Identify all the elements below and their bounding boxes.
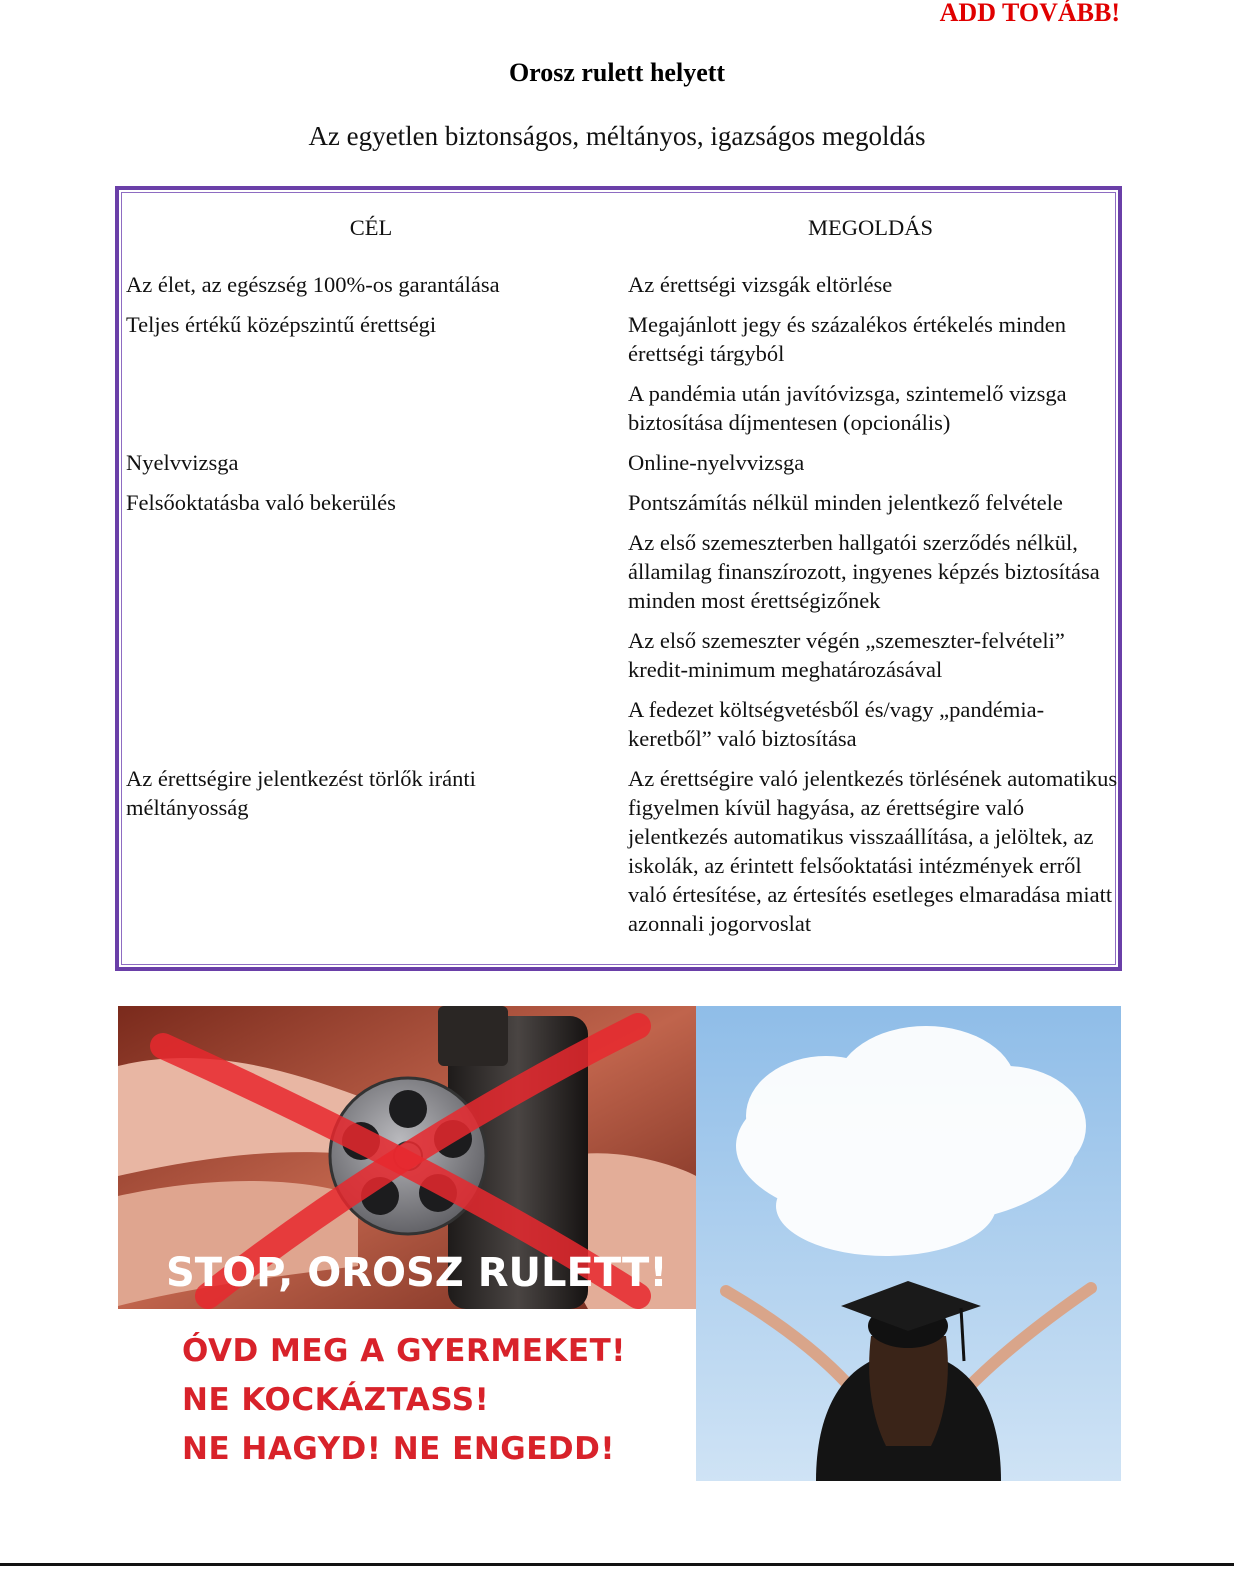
- goal-cell: Teljes értékű középszintű érettségi: [126, 312, 437, 337]
- slogan-line: NE KOCKÁZTASS!: [182, 1382, 490, 1418]
- page-subtitle: Az egyetlen biztonságos, méltányos, igazságos megoldás: [308, 121, 926, 151]
- slogan-line: NE HAGYD! NE ENGEDD!: [182, 1431, 615, 1467]
- goal-cell: Az élet, az egészség 100%-os garantálása: [126, 272, 500, 297]
- solution-cell: Online-nyelvvizsga: [628, 450, 805, 475]
- solution-cell: Az első szemeszterben hallgatói szerződés nélkül, államilag finanszírozott, ingyenes képzés biztosítása minden most érettségizőnek: [628, 530, 1100, 613]
- goal-cell: Nyelvvizsga: [126, 450, 239, 475]
- revolver-cylinder-illustration: [118, 1006, 696, 1309]
- poster-image: [118, 1006, 1121, 1481]
- page-title: Orosz rulett helyett: [508, 58, 726, 87]
- slogan-line: ÓVD MEG A GYERMEKET!: [182, 1333, 626, 1369]
- column-header-solution: MEGOLDÁS: [807, 215, 933, 240]
- goal-solution-table: [115, 186, 1122, 971]
- solution-cell: Az érettségire való jelentkezés törlésének automatikus figyelmen kívül hagyása, az érettségire való jelentkezés automatikus visszaállítása, a jelöltek, az iskolák, az érintett felsőoktatási intézmények erről való értesítése, az értesítés esetleges elmaradása miatt azonnali jogorvoslat: [628, 766, 1118, 936]
- solution-cell: Pontszámítás nélkül minden jelentkező felvétele: [628, 490, 1063, 515]
- goal-cell: Felsőoktatásba való bekerülés: [126, 490, 396, 515]
- slogan-panel: [118, 1309, 696, 1481]
- revolver-photo: [118, 1006, 696, 1309]
- solution-cell: Az érettségi vizsgák eltörlése: [628, 272, 893, 297]
- goal-cell: Az érettségire jelentkezést törlők iránti méltányosság: [126, 766, 476, 820]
- photo-caption: STOP, OROSZ RULETT!: [166, 1250, 668, 1296]
- solution-cell: Megajánlott jegy és százalékos értékelés minden érettségi tárgyból: [628, 312, 1066, 366]
- page-divider: [0, 1563, 1234, 1566]
- graduate-photo: [696, 1006, 1121, 1481]
- solution-cell: A pandémia után javítóvizsga, szintemelő vizsga biztosítása díjmentesen (opcionális): [628, 381, 1067, 435]
- solution-cell: Az első szemeszter végén „szemeszter-felvételi” kredit-minimum meghatározásával: [628, 628, 1065, 682]
- graduate-cloud-illustration: [696, 1006, 1121, 1481]
- column-header-goal: CÉL: [349, 215, 393, 240]
- share-callout: ADD TOVÁBB!: [939, 0, 1120, 27]
- solution-cell: A fedezet költségvetésből és/vagy „pandémia-keretből” való biztosítása: [628, 697, 1045, 751]
